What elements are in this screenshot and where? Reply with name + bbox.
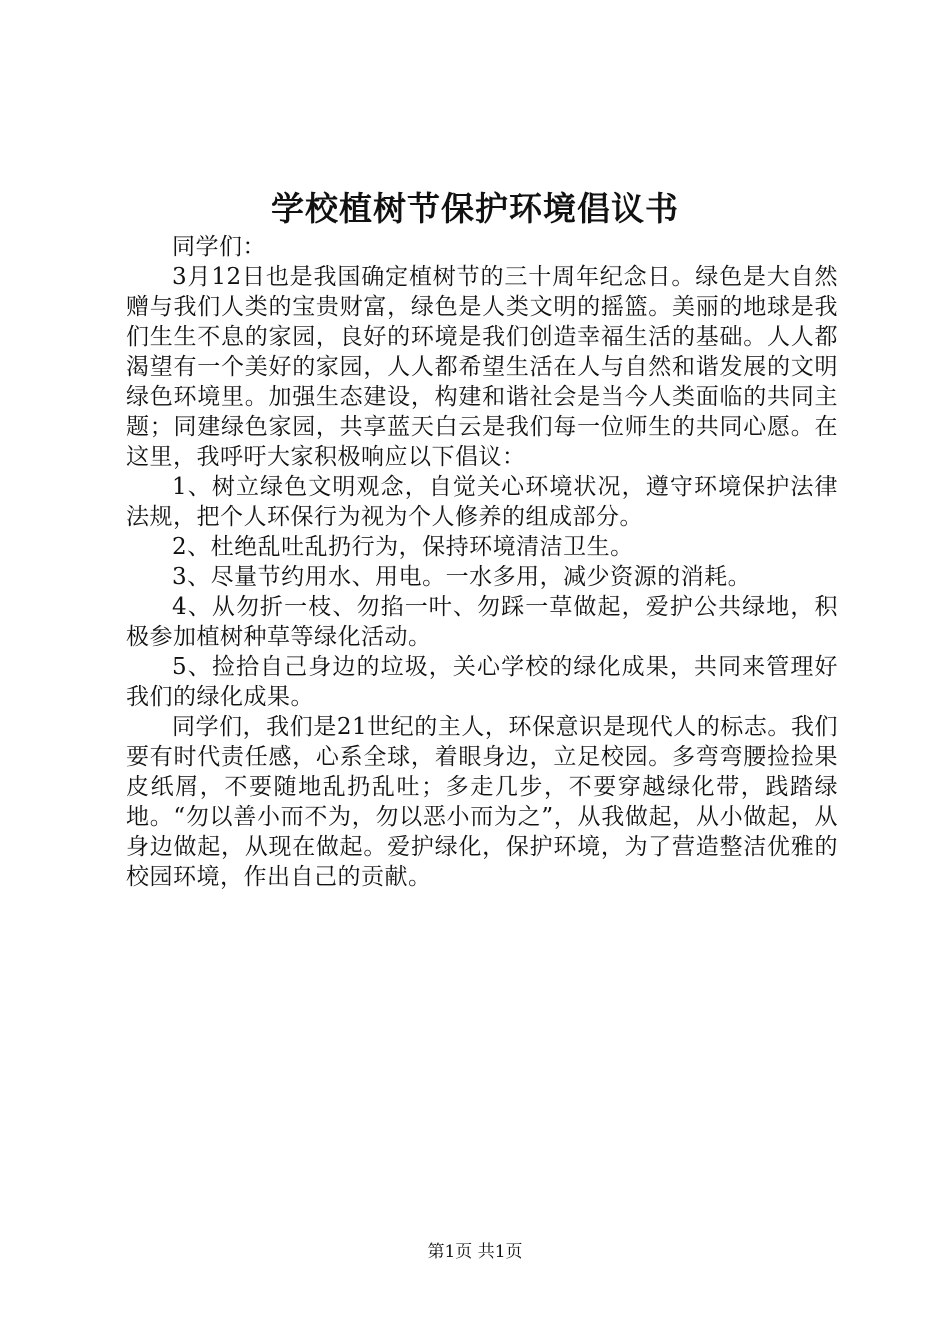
closing-paragraph: 同学们，我们是21世纪的主人，环保意识是现代人的标志。我们要有时代责任感，心系全球，着眼身边，立足校园。多弯弯腰捡捡果皮纸屑，不要随地乱扔乱吐；多走几步，不要穿越绿化带，践踏绿地。“勿以善小而不为，勿以恶小而为之”，从我做起，从小做起，从身边做起，从现在做起。爱护绿化，保护环境，为了营造整洁优雅的校园环境，作出自己的贡献。 xyxy=(126,714,838,890)
proposal-item-1: 1、树立绿色文明观念，自觉关心环境状况，遵守环境保护法律法规，把个人环保行为视为个人修养的组成部分。 xyxy=(126,474,838,530)
proposal-item-2: 2、杜绝乱吐乱扔行为，保持环境清洁卫生。 xyxy=(172,534,634,560)
document-body xyxy=(126,232,838,892)
document-title: 学校植树节保护环境倡议书 xyxy=(271,189,679,228)
intro-paragraph: 3月12日也是我国确定植树节的三十周年纪念日。绿色是大自然赠与我们人类的宝贵财富，绿色是人类文明的摇篮。美丽的地球是我们生生不息的家园，良好的环境是我们创造幸福生活的基础。人人都渴望有一个美好的家园，人人都希望生活在人与自然和谐发展的文明绿色环境里。加强生态建设，构建和谐社会是当今人类面临的共同主题；同建绿色家园，共享蓝天白云是我们每一位师生的共同心愿。在这里，我呼吁大家积极响应以下倡议： xyxy=(126,264,838,470)
page-footer: 第1页 共1页 xyxy=(427,1242,523,1262)
proposal-item-3: 3、尽量节约用水、用电。一水多用，减少资源的消耗。 xyxy=(172,564,752,590)
proposal-item-4: 4、从勿折一枝、勿掐一叶、勿踩一草做起，爱护公共绿地，积极参加植树种草等绿化活动。 xyxy=(126,594,838,650)
proposal-item-5: 5、捡拾自己身边的垃圾，关心学校的绿化成果，共同来管理好我们的绿化成果。 xyxy=(126,654,838,710)
salutation: 同学们： xyxy=(172,234,266,260)
